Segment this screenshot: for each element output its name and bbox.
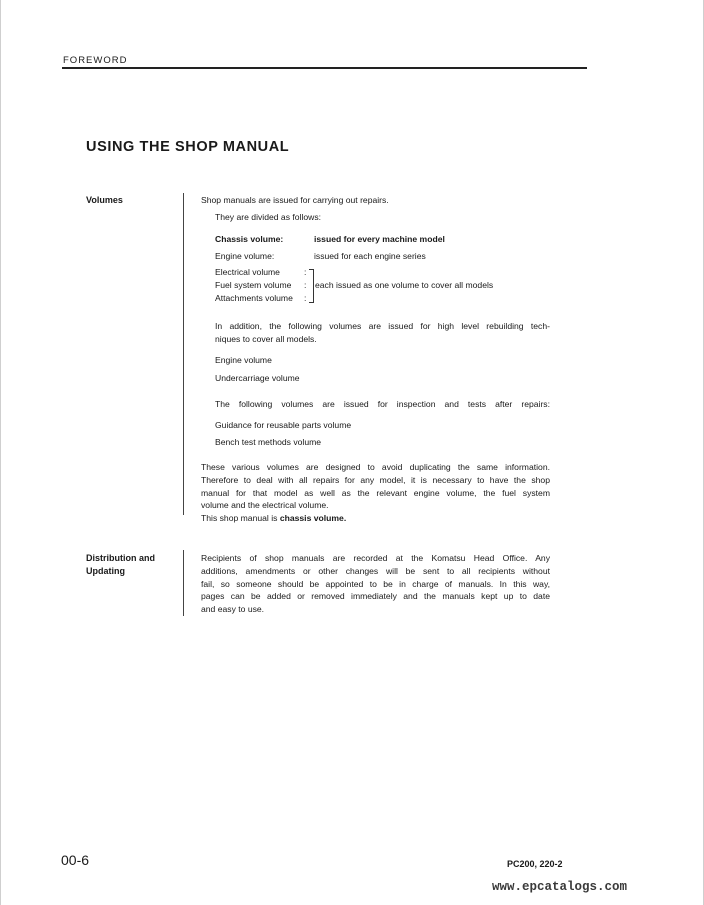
model-number: PC200, 220-2 xyxy=(507,859,563,869)
attachments-volume: Attachments volume xyxy=(215,293,293,303)
watermark: www.epcatalogs.com xyxy=(492,880,628,894)
chassis-volume-name: Chassis volume: xyxy=(215,234,284,244)
addition-line-2: niques to cover all models. xyxy=(215,334,317,344)
inspection-reusable-parts: Guidance for reusable parts volume xyxy=(215,420,352,430)
group-desc: each issued as one volume to cover all models xyxy=(315,280,494,290)
distribution-vertical-rule xyxy=(183,550,184,616)
distribution-label-line-2: Updating xyxy=(86,566,125,576)
addition-line-1: In addition, the following volumes are issued for high level rebuilding tech- xyxy=(215,321,550,331)
distribution-line: fail, so someone should be appointed to be in charge of manuals. In this way, xyxy=(201,578,550,589)
group-colon: : xyxy=(304,267,307,277)
electrical-volume: Electrical volume xyxy=(215,267,280,277)
summary-line: manual for that model as well as the relevant engine volume, the fuel system xyxy=(201,487,550,498)
engine-volume-name: Engine volume: xyxy=(215,251,275,261)
group-colon: : xyxy=(304,280,307,290)
group-brace xyxy=(309,269,314,303)
distribution-line: Recipients of shop manuals are recorded at the Komatsu Head Office. Any xyxy=(201,553,550,563)
page-title: USING THE SHOP MANUAL xyxy=(86,139,290,155)
page-edge-left xyxy=(0,0,1,905)
volumes-intro-2: They are divided as follows: xyxy=(215,212,322,222)
section-header: FOREWORD xyxy=(63,55,128,66)
distribution-line: pages can be added or removed immediately and the manuals kept up to date xyxy=(201,591,550,602)
volumes-vertical-rule xyxy=(183,193,184,515)
closing-line xyxy=(201,512,550,525)
group-colon: : xyxy=(304,293,307,303)
chassis-volume-desc: issued for every machine model xyxy=(314,234,445,244)
distribution-line: and easy to use. xyxy=(201,604,265,615)
high-level-undercarriage-volume: Undercarriage volume xyxy=(215,373,300,383)
page-number: 00-6 xyxy=(61,852,90,868)
header-rule xyxy=(62,67,587,69)
engine-volume-desc: issued for each engine series xyxy=(314,251,426,261)
inspection-intro: The following volumes are issued for inspection and tests after repairs: xyxy=(215,399,550,409)
high-level-engine-volume: Engine volume xyxy=(215,355,272,365)
closing-bold: chassis volume. xyxy=(279,513,347,524)
volumes-intro-1: Shop manuals are issued for carrying out repairs. xyxy=(201,195,389,205)
inspection-bench-test: Bench test methods volume xyxy=(215,437,322,447)
summary-line: Therefore to deal with all repairs for any model, it is necessary to have the shop xyxy=(201,474,550,485)
distribution-paragraph xyxy=(201,552,550,616)
volumes-summary-paragraph xyxy=(201,461,550,525)
distribution-line: additions, amendments or other changes will be sent to all recipients without xyxy=(201,565,550,576)
summary-line: volume and the electrical volume. xyxy=(201,500,329,511)
fuel-system-volume: Fuel system volume xyxy=(215,280,292,290)
distribution-label-line-1: Distribution and xyxy=(86,553,155,563)
closing-prefix: This shop manual is xyxy=(201,513,280,524)
volumes-side-label: Volumes xyxy=(86,195,123,205)
distribution-side-label xyxy=(86,552,155,578)
summary-line: These various volumes are designed to avoid duplicating the same information. xyxy=(201,462,550,472)
